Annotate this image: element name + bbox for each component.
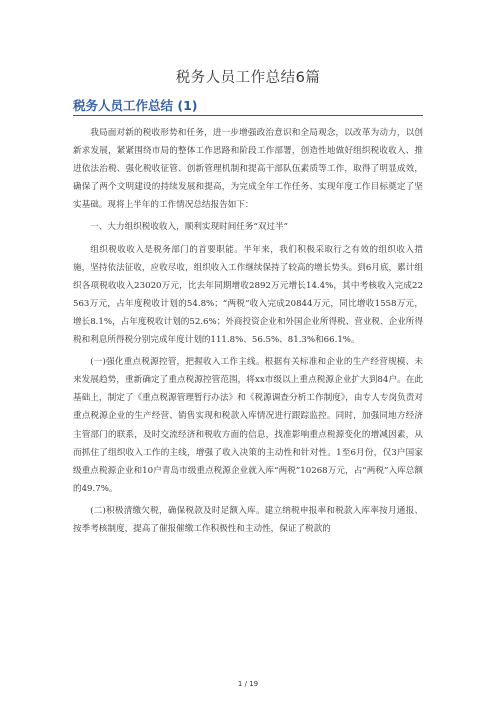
paragraph-section-one-heading: 一、大力组织税收收入，顺利实现时间任务“双过半” <box>90 222 289 233</box>
paragraph-revenue-summary: 组织税收收入是税务部门的首要职能。半年来，我们积极采取行之有效的组织收入措施，坚持依法征收，应收尽收，组织收入工作继续保持了较高的增长势头。到6月底，累计组织各项税收收入23020万元，比去年同期增收2892万元增长14.4%，其中考核收入完成22563万元，占年度税收计划的54.8%；“两税”收入完成20844万元，同比增收1558万元，增长8.1%，占年度税收计划的52.6%；外商投资企业和外国企业所得税、营业税、企业所得税和利息所得税分别完成年度计划的111.8%、56.5%、81.3%和66.1%。 <box>73 244 423 346</box>
document-body <box>73 124 423 538</box>
page-indicator: 1 / 19 <box>237 680 259 688</box>
section-heading: 税务人员工作总结 (1) <box>73 98 198 113</box>
paragraph-arrears-clearance: (二)积极清缴欠税，确保税款及时足额入库。建立纳税申报率和税款入库率按月通报、按季考核制度，提高了催报催缴工作积极性和主动性，保证了税款的 <box>73 505 423 534</box>
heading-divider <box>73 115 423 116</box>
document-title: 税务人员工作总结6篇 <box>175 70 321 86</box>
paragraph-key-tax-sources: (一)强化重点税源控管，把握收入工作主线。根据有关标准和企业的生产经营规模、未来发展趋势，重新确定了重点税源控管范围，将xx市级以上重点税源企业扩大到84户。在此基础上，制定了《重点税源管理暂行办法》和《税源调查分析工作制度》，由专人专岗负责对重点税源企业的生产经营、销售实现和税款入库情况进行跟踪监控。同时，加强同地方经济主管部门的联系，及时交流经济和税收方面的信息，找准影响重点税源变化的增减因素，从而抓住了组织收入工作的主线，增强了收入决策的主动性和针对性。1至6月份，仅3户国家级重点税源企业和10户青岛市级重点税源企业就入库“两税”10268万元，占“两税”入库总额的49.7%。 <box>73 357 423 494</box>
paragraph-intro: 我局面对新的税收形势和任务，进一步增强政治意识和全局观念，以改革为动力，以创新求发展，紧紧围绕市局的整体工作思路和阶段工作部署，创造性地做好组织税收收入、推进依法治税、强化税收征管、创新管理机制和提高干部队伍素质等工作，取得了明显成效，确保了两个文明建设的持续发展和提高，为完成全年工作任务、实现年度工作目标奠定了坚实基础。现将上半年的工作情况总结报告如下： <box>73 128 423 211</box>
